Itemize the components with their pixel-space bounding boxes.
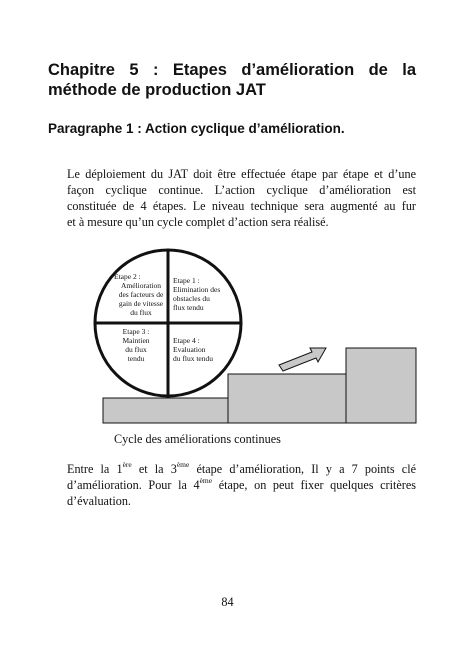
quadrant-text: obstacles du [173,294,210,303]
quadrant-text: Elimination des [173,285,221,294]
stair-step-3 [346,348,416,423]
quadrant-text: du flux [125,345,147,354]
section-title: Paragraphe 1 : Action cyclique d’amélioration. [48,121,345,136]
stair-step-2 [228,374,346,423]
quadrant-text: gain de vitesse [118,299,164,308]
closing-line-1: Entre la 1ère et la 3ème étape d’amélioration, Il y a 7 points clé [67,459,416,476]
figure-caption: Cycle des améliorations continues [114,432,281,446]
wheel-quadrant-step-4 [173,336,233,363]
quadrant-text: flux tendu [173,303,204,312]
wheel-quadrant-step-2 [114,272,168,317]
quadrant-text: du flux [130,308,152,317]
intro-line: et à mesure qu’un cycle complet d’action sera réalisé. [67,215,329,229]
closing-line-3: d’évaluation. [67,494,131,508]
closing-paragraph [67,461,416,509]
page-number: 84 [221,595,234,609]
quadrant-text: des facteurs de [118,290,164,299]
quadrant-text: du flux tendu [173,354,213,363]
chapter-title-line-2: méthode de production JAT [48,81,266,99]
quadrant-text: Maintien [122,336,150,345]
chapter-title-line-1: Chapitre 5 : Etapes d’amélioration de la [48,61,416,79]
intro-line: façon cyclique continue. L’action cyclique d’amélioration est [67,183,416,197]
quadrant-text: Etape 3 : [122,327,150,336]
quadrant-text: Etape 1 : [173,276,200,285]
stair-step-1 [103,398,228,423]
intro-line: Le déploiement du JAT doit être effectuée étape par étape et d’une [67,167,416,181]
wheel-quadrant-step-3 [112,327,160,363]
quadrant-text: Amélioration [121,281,161,290]
intro-line: constituée de 4 étapes. Le niveau technique sera augmenté au fur [67,199,416,213]
quadrant-text: tendu [127,354,145,363]
closing-line-2: d’amélioration. Pour la 4ème étape, on peut fixer quelques critères [67,475,416,492]
quadrant-text: Etape 4 : [173,336,200,345]
quadrant-text: Etape 2 : [114,272,141,281]
wheel-quadrant-step-1 [173,276,233,312]
upward-arrow-icon [279,348,326,371]
quadrant-text: Evaluation [173,345,206,354]
